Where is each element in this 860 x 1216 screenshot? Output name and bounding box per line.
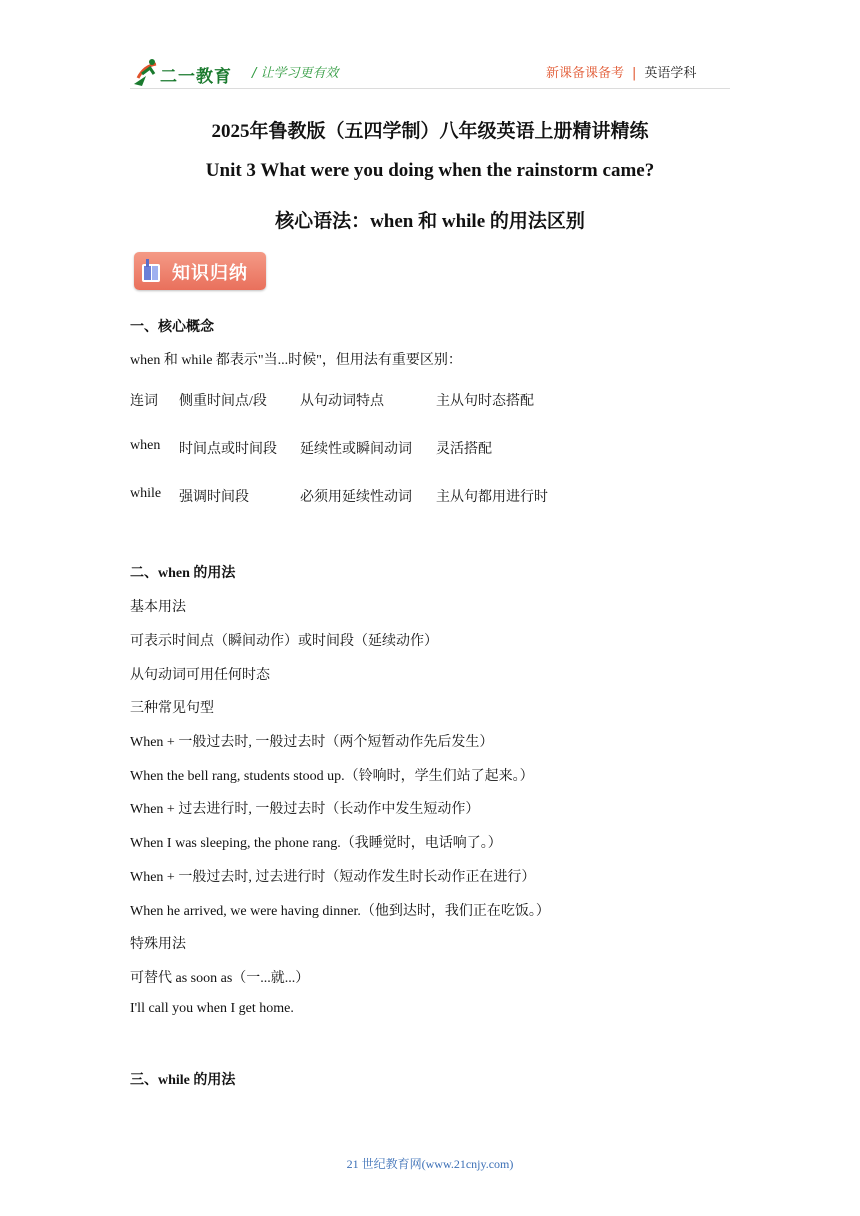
- book-icon: [140, 258, 162, 284]
- table-header-cell: 主从句时态搭配: [436, 394, 534, 409]
- table-cell: 时间点或时间段: [179, 442, 277, 457]
- header-subject: [546, 62, 696, 81]
- header-separator: |: [632, 66, 637, 81]
- table-header-cell: 从句动词特点: [300, 394, 384, 409]
- table-cell: 主从句都用进行时: [436, 490, 548, 505]
- text-line: When + 过去进行时, 一般过去时（长动作中发生短动作）: [130, 802, 480, 817]
- header-divider: [130, 88, 730, 89]
- text-line: 可替代 as soon as（一...就...）: [130, 971, 310, 986]
- table-header-cell: 侧重时间点/段: [179, 394, 267, 409]
- text-line: When he arrived, we were having dinner.（他到达时，我们正在吃饭。）: [130, 904, 550, 919]
- section2-heading: 二、when 的用法: [130, 566, 236, 581]
- table-cell: 延续性或瞬间动词: [300, 442, 412, 457]
- text-line: 从句动词可用任何时态: [130, 668, 270, 683]
- text-line: I'll call you when I get home.: [130, 1001, 294, 1016]
- doc-title: 2025年鲁教版（五四学制）八年级英语上册精讲精练: [211, 121, 649, 142]
- section3-heading: 三、while 的用法: [130, 1073, 236, 1088]
- text-line: 特殊用法: [130, 937, 186, 952]
- grammar-title: 核心语法：when 和 while 的用法区别: [275, 211, 585, 232]
- slogan: / 让学习更有效: [252, 66, 339, 81]
- text-line: 三种常见句型: [130, 701, 214, 716]
- table-cell: 灵活搭配: [436, 442, 492, 457]
- text-line: When the bell rang, students stood up.（铃响时，学生们站了起来。）: [130, 769, 534, 784]
- header-subject-label: 英语学科: [644, 66, 697, 81]
- header-course-label: 新课备课备考: [546, 66, 625, 81]
- page-footer[interactable]: 21 世纪教育网(www.21cnjy.com): [346, 1157, 514, 1171]
- text-line: When + 一般过去时, 一般过去时（两个短暂动作先后发生）: [130, 735, 494, 750]
- site-logo: [132, 58, 242, 88]
- table-header-cell: 连词: [130, 394, 158, 409]
- section1-heading: 一、核心概念: [130, 320, 214, 335]
- text-line: 可表示时间点（瞬间动作）或时间段（延续动作）: [130, 634, 438, 649]
- text-line: 基本用法: [130, 600, 186, 615]
- table-cell: 必须用延续性动词: [300, 490, 412, 505]
- unit-title: Unit 3 What were you doing when the rainstorm came?: [205, 160, 655, 181]
- table-cell: when: [130, 438, 161, 453]
- text-line: When + 一般过去时, 过去进行时（短动作发生时长动作正在进行）: [130, 870, 536, 885]
- section1-intro: when 和 while 都表示"当...时候"，但用法有重要区别：: [130, 353, 462, 368]
- text-line: When I was sleeping, the phone rang.（我睡觉时，电话响了。）: [130, 836, 502, 851]
- table-cell: while: [130, 486, 162, 501]
- logo-text: 二一教育: [160, 67, 232, 87]
- table-cell: 强调时间段: [179, 490, 249, 505]
- knowledge-summary-badge: [134, 252, 266, 290]
- runner-logo-icon: [132, 58, 160, 88]
- badge-label: 知识归纳: [172, 263, 248, 284]
